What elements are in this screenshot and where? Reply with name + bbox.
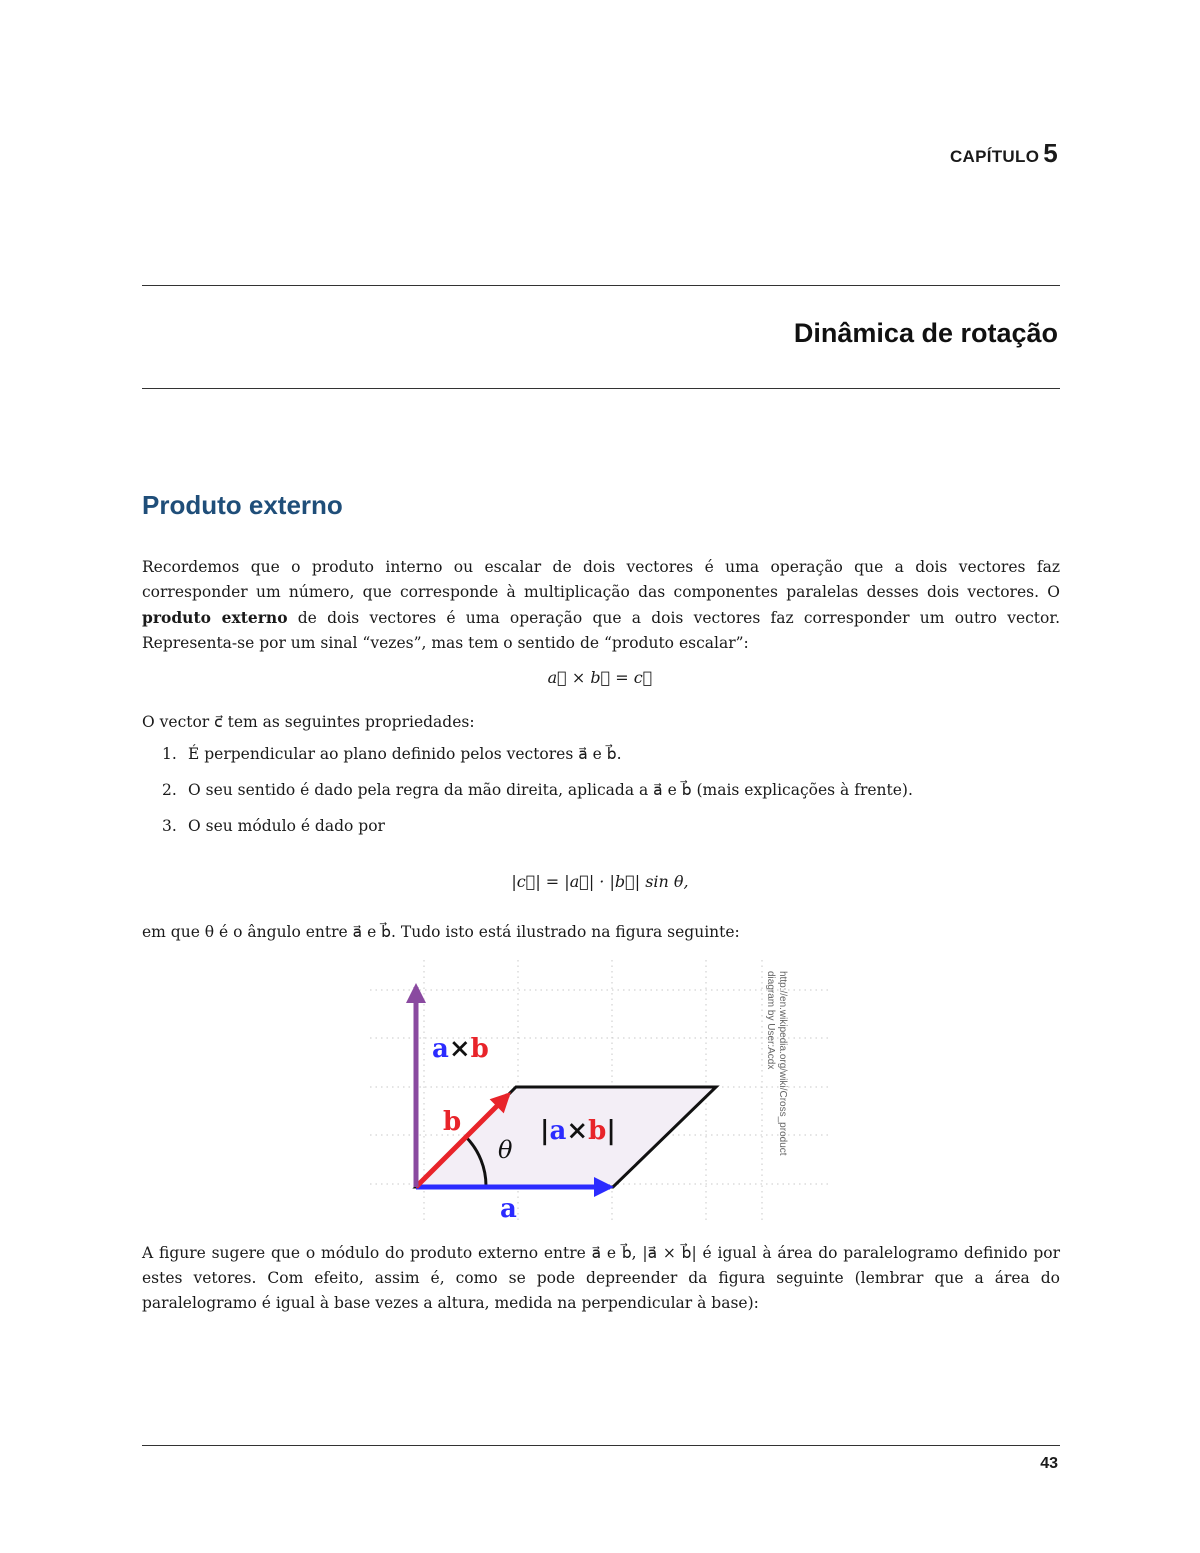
intro-text-1: Recordemos que o produto interno ou escalar de dois vectores é uma operação que a dois vectores faz corresponder um número, que corresponde à multiplicação das componentes paralelas desses dois vectores. O [142, 558, 1060, 601]
list-item [162, 781, 913, 799]
list-number: 2. [162, 781, 177, 799]
chapter-heading [950, 138, 1058, 169]
chapter-title: Dinâmica de rotação [793, 318, 1058, 348]
cross-product-figure [360, 955, 840, 1225]
page-number: 43 [1040, 1455, 1058, 1472]
bottom-paragraph: A figure sugere que o módulo do produto externo entre a⃗ e b⃗, |a⃗ × b⃗| é igual à área do paralelogramo definido por estes vetores. Com efeito, assim é, como se pode depreender da figura seguinte (lembrar que a área do paralelogramo é igual à base vezes a altura, medida na perpendicular à base): [142, 1244, 1060, 1312]
label-area: |a×b| [540, 1116, 616, 1146]
watermark [765, 971, 788, 1156]
label-a: a [500, 1194, 517, 1224]
section-title: Produto externo [142, 490, 343, 520]
intro-paragraph [142, 555, 1060, 656]
label-axb: a×b [432, 1034, 489, 1064]
list-text: O seu módulo é dado por [188, 817, 385, 835]
list-item [162, 817, 385, 835]
list-text: É perpendicular ao plano definido pelos vectores a⃗ e b⃗. [188, 745, 622, 763]
equation-cross-product: a⃗ × b⃗ = c⃗ [547, 668, 653, 687]
label-theta: θ [498, 1136, 513, 1164]
list-number: 1. [162, 745, 177, 763]
list-text: O seu sentido é dado pela regra da mão direita, aplicada a a⃗ e b⃗ (mais explicações à frente). [188, 781, 913, 799]
list-number: 3. [162, 817, 177, 835]
label-b: b [443, 1107, 462, 1137]
footer-divider [142, 1445, 1060, 1446]
intro-bold-term: produto externo [142, 608, 288, 627]
divider-bottom [142, 388, 1060, 389]
chapter-label: CAPÍTULO [949, 147, 1040, 166]
watermark-line-1: http://en.wikipedia.org/wiki/Cross_product [777, 971, 788, 1156]
intro-text-2: de dois vectores é uma operação que a dois vectores faz corresponder um outro vector. Representa-se por um sinal “vezes”, mas tem o sentido de “produto escalar”: [142, 609, 1061, 652]
list-item [162, 745, 622, 763]
divider-top [142, 285, 1060, 286]
figure-intro-text: em que θ é o ângulo entre a⃗ e b⃗. Tudo isto está ilustrado na figura seguinte: [142, 923, 740, 941]
properties-intro: O vector c⃗ tem as seguintes propriedades: [142, 713, 475, 731]
chapter-number: 5 [1043, 138, 1058, 168]
equation-magnitude: |c⃗| = |a⃗| · |b⃗| sin θ, [511, 872, 689, 891]
watermark-line-2: diagram by User:Acdx [765, 971, 776, 1070]
